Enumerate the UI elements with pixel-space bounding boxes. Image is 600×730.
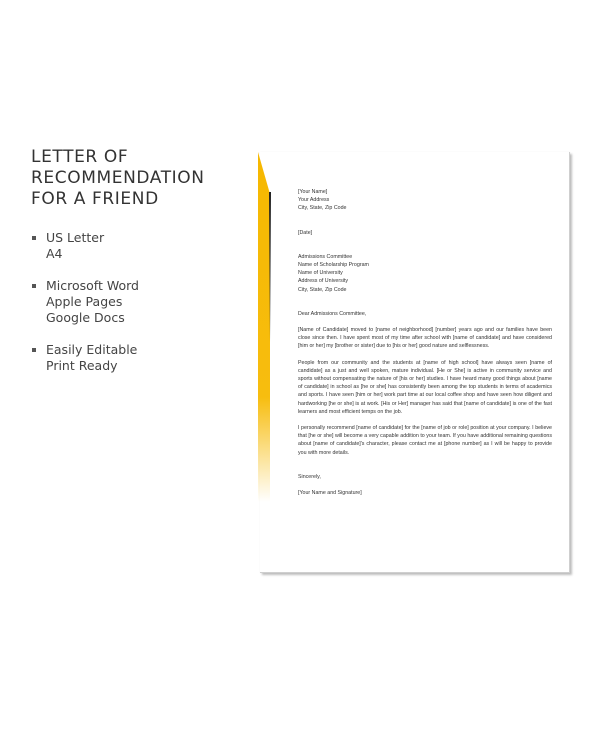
feature-text: A4 [46, 246, 63, 261]
recipient-line: Admissions Committee [298, 253, 353, 260]
sender-line: City, State, Zip Code [298, 205, 347, 212]
letter-page [260, 152, 570, 573]
title-line: FOR A FRIEND [31, 189, 159, 209]
title-line: RECOMMENDATION [31, 168, 205, 188]
signature-line: [Your Name and Signature] [298, 490, 362, 497]
square-bullet-icon [32, 348, 36, 352]
letter-body [298, 188, 552, 505]
recipient-line: Name of University [298, 270, 343, 277]
body-paragraph: [Name of Candidate] moved to [name of neighborhood] [number] years ago and our families have been close since then. I have spent most of my time after school with [name of candidate] and have considered [him or her] my [brother or sister] due to [his or her] good nature and selflessness. [298, 327, 552, 350]
feature-item-editing [31, 342, 241, 374]
recipient-line: Address of University [298, 278, 349, 285]
letter-date [298, 229, 552, 237]
feature-text: Microsoft Word [46, 278, 139, 293]
closing: Sincerely, [298, 473, 321, 480]
feature-text: Easily Editable [46, 342, 138, 357]
document-preview [258, 152, 572, 577]
square-bullet-icon [32, 236, 36, 240]
sender-line: Your Address [298, 197, 330, 204]
feature-text: US Letter [46, 230, 105, 245]
feature-item-formats [31, 278, 241, 326]
template-title [31, 147, 241, 210]
stripe-shadow [269, 192, 271, 342]
square-bullet-icon [32, 284, 36, 288]
sender-line: [Your Name] [298, 189, 328, 195]
sender-address [298, 188, 552, 213]
salutation: Dear Admissions Committee, [298, 310, 367, 317]
recipient-line: City, State, Zip Code [298, 286, 347, 293]
feature-text: Apple Pages [46, 294, 123, 309]
date-text: [Date] [298, 229, 313, 236]
title-line: LETTER OF [31, 147, 129, 167]
feature-list [31, 230, 241, 374]
feature-item-paper-sizes [31, 230, 241, 262]
feature-text: Print Ready [46, 358, 118, 373]
body-paragraph: I personally recommend [name of candidate] for the [name of job or role] position at your company. I believe that [he or she] will become a very capable addition to your team. If you have additional remaining questions about [name of candidate]'s character, please contact me at [phone number] as I will be happy to provide you with more details. [298, 425, 552, 456]
feature-text: Google Docs [46, 310, 125, 325]
body-paragraph: People from our community and the students at [name of high school] have always seen [name of candidate] as a just and well spoken, mature individual. [He or She] is active in community service and sports without compensating the nature of [his or her] studies. I have heard many good things about [name of candidate] in school as [he or she] has consistently been among the top students in terms of academics and sports. I have seen [him or her] work part time at our local coffee shop and have seen how diligent and hardworking [he or she] is at work. [His or Her] manager has said that [name of candidate] is one of the fast learners and most efficient temps on the job. [298, 359, 552, 415]
recipient-address [298, 253, 552, 294]
template-info-panel [31, 147, 241, 390]
recipient-line: Name of Scholarship Program [298, 262, 369, 269]
